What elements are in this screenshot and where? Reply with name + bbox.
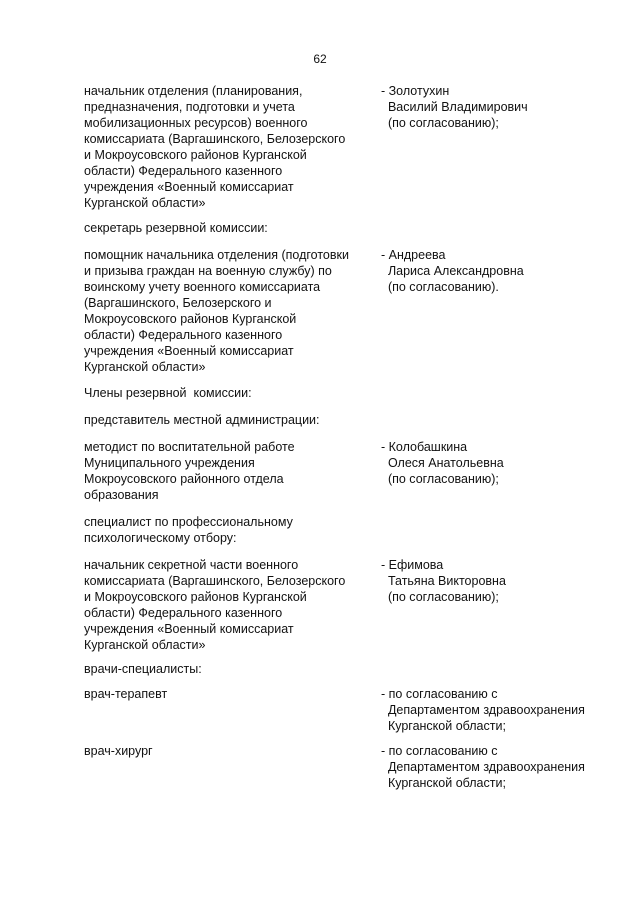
member-note: (по согласованию);	[381, 116, 499, 130]
position-title: начальник секретной части военного	[84, 558, 299, 572]
position-title: и Мокроусовского районов Курганской	[84, 590, 307, 604]
position-title: Курганской области»	[84, 638, 206, 652]
member-name: - Андреева	[381, 248, 446, 262]
member-note: Курганской области;	[381, 719, 506, 733]
member-note: - по согласованию с	[381, 744, 498, 758]
member-name: Лариса Александровна	[381, 264, 524, 278]
position-title: области) Федерального казенного	[84, 328, 283, 342]
position-title: учреждения «Военный комиссариат	[84, 180, 294, 194]
section-heading: специалист по профессиональному	[84, 515, 293, 529]
position-title: методист по воспитательной работе	[84, 440, 295, 454]
position-title: и призыва граждан на военную службу) по	[84, 264, 332, 278]
section-heading: представитель местной администрации:	[84, 413, 320, 427]
member-name: - Ефимова	[381, 558, 444, 572]
position-title: учреждения «Военный комиссариат	[84, 344, 294, 358]
member-name: Татьяна Викторовна	[381, 574, 506, 588]
section-heading: психологическому отбору:	[84, 531, 237, 545]
member-note: Курганской области;	[381, 776, 506, 790]
position-title: (Варгашинского, Белозерского и	[84, 296, 272, 310]
position-title: и Мокроусовского районов Курганской	[84, 148, 307, 162]
member-name: - Золотухин	[381, 84, 450, 98]
position-title: Курганской области»	[84, 360, 206, 374]
position-title: предназначения, подготовки и учета	[84, 100, 295, 114]
section-heading: секретарь резервной комиссии:	[84, 221, 268, 235]
section-heading: Члены резервной комиссии:	[84, 386, 252, 400]
member-note: (по согласованию).	[381, 280, 499, 294]
position-title: Курганской области»	[84, 196, 206, 210]
position-title: области) Федерального казенного	[84, 606, 283, 620]
position-title: мобилизационных ресурсов) военного	[84, 116, 308, 130]
position-title: врач-хирург	[84, 744, 153, 758]
page-number: 62	[313, 52, 327, 66]
position-title: Мокроусовского районного отдела	[84, 472, 284, 486]
position-title: Мокроусовского районов Курганской	[84, 312, 297, 326]
section-heading: врачи-специалисты:	[84, 662, 202, 676]
position-title: Муниципального учреждения	[84, 456, 255, 470]
position-title: врач-терапевт	[84, 687, 168, 701]
position-title: воинскому учету военного комиссариата	[84, 280, 321, 294]
position-title: помощник начальника отделения (подготовки	[84, 248, 349, 262]
member-note: (по согласованию);	[381, 590, 499, 604]
member-name: Олеся Анатольевна	[381, 456, 504, 470]
position-title: комиссариата (Варгашинского, Белозерского	[84, 574, 346, 588]
position-title: области) Федерального казенного	[84, 164, 283, 178]
member-note: Департаментом здравоохранения	[381, 760, 585, 774]
position-title: комиссариата (Варгашинского, Белозерского	[84, 132, 346, 146]
position-title: образования	[84, 488, 159, 502]
member-note: - по согласованию с	[381, 687, 498, 701]
member-note: Департаментом здравоохранения	[381, 703, 585, 717]
member-name: Василий Владимирович	[381, 100, 528, 114]
member-note: (по согласованию);	[381, 472, 499, 486]
position-title: начальник отделения (планирования,	[84, 84, 303, 98]
position-title: учреждения «Военный комиссариат	[84, 622, 294, 636]
member-name: - Колобашкина	[381, 440, 468, 454]
